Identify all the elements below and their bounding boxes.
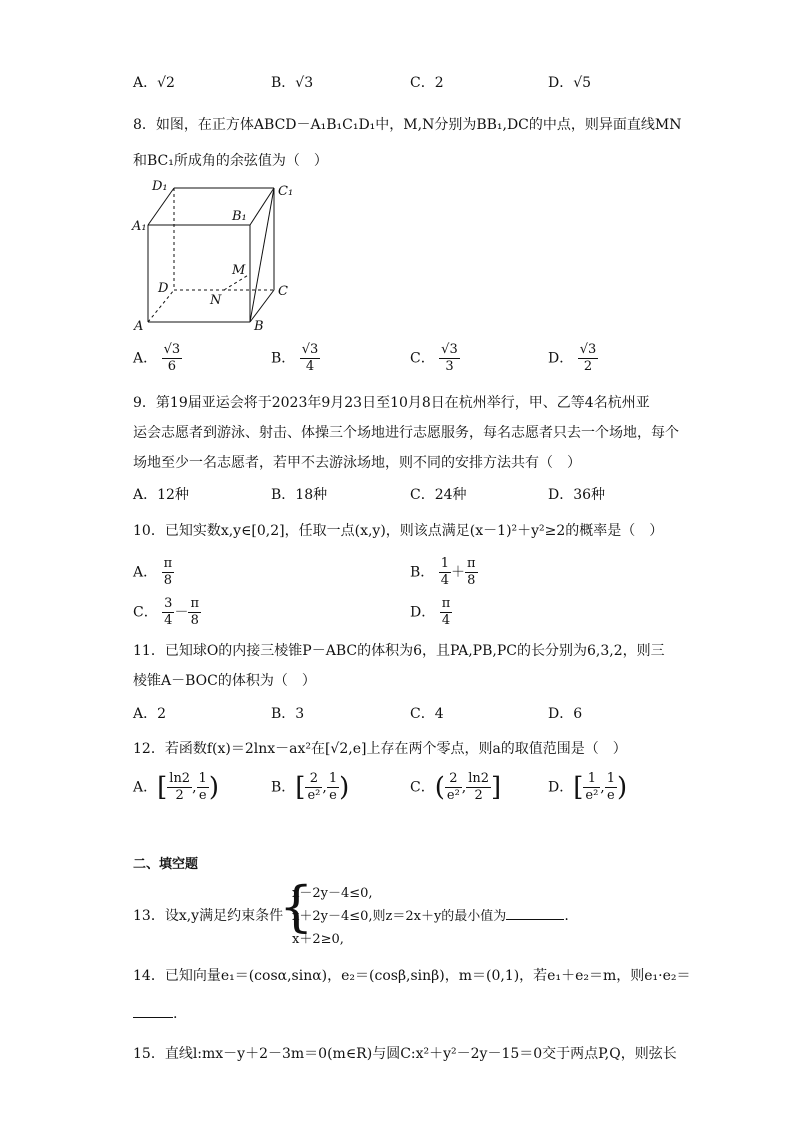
fraction-numerator: π — [163, 556, 173, 571]
q12-option-b-letter: B． — [271, 779, 296, 796]
fraction-numerator: ln2 — [468, 771, 490, 786]
bracket-left: [ — [573, 772, 584, 803]
fraction-numerator: √3 — [301, 342, 319, 357]
q10-option-c — [133, 596, 201, 629]
q13-constraint-2 — [292, 905, 569, 924]
q9-option-a: A．12种 — [133, 487, 189, 503]
fraction-denominator: e — [607, 788, 615, 803]
fraction — [583, 771, 600, 804]
q7-option-c: C．2 — [410, 75, 444, 91]
bracket-left: [ — [157, 772, 168, 803]
q8-option-a-letter: A． — [133, 350, 158, 367]
q10-option-c-letter: C． — [133, 604, 158, 621]
q7-option-a-letter: A． — [133, 75, 158, 91]
bracket-right: ] — [491, 772, 502, 803]
cube-figure — [128, 178, 298, 338]
q8-option-a — [133, 342, 182, 375]
fraction-numerator: π — [441, 596, 451, 611]
bracket-left: ( — [434, 772, 445, 803]
q9-option-c: C．24种 — [410, 487, 467, 503]
system-brace: { — [279, 875, 314, 938]
fraction-denominator: 2 — [175, 788, 184, 803]
fraction — [188, 596, 201, 629]
bracket-right: ) — [617, 772, 628, 803]
q11-stem-line1: 11．已知球O的内接三棱锥P－ABC的体积为6，且PA,PB,PC的长分别为6,3,2，则三 — [133, 643, 665, 659]
label-m: M — [232, 263, 246, 278]
q9-option-d: D．36种 — [548, 487, 606, 503]
q7-option-d-letter: D． — [548, 75, 574, 91]
fraction — [440, 596, 453, 629]
fraction-denominator: 4 — [441, 613, 451, 628]
q10-option-d-letter: D． — [410, 604, 436, 621]
q8-option-d-letter: D． — [548, 350, 574, 367]
label-b1: B₁ — [232, 209, 247, 224]
q14-answer-blank — [133, 1003, 173, 1018]
q7-option-a-value: √2 — [157, 75, 175, 91]
label-c1: C₁ — [278, 184, 294, 199]
q7-option-b — [271, 72, 313, 92]
q8-option-c — [410, 342, 460, 375]
fraction-numerator: π — [467, 556, 476, 571]
fraction — [305, 771, 322, 804]
q14-stem: 14．已知向量e₁＝(cosα,sinα)，e₂＝(cosβ,sinβ)，m＝(0,1)，若e₁＋e₂＝m，则e₁·e₂＝ — [133, 968, 691, 984]
fraction-denominator: e² — [446, 788, 460, 803]
fraction — [162, 596, 174, 629]
fraction-denominator: e² — [307, 788, 321, 803]
q12-option-d-letter: D． — [548, 779, 574, 796]
q12-option-c: C．( $\frac{2}{\text{e²}}$ , $\frac{\ln 2}{2}$ ] — [410, 771, 502, 803]
fraction — [439, 556, 451, 589]
operator: ＋ — [451, 564, 466, 581]
q14-period: . — [173, 1006, 178, 1022]
fraction-denominator: 4 — [440, 573, 450, 588]
q8-option-c-fraction — [439, 342, 460, 375]
fraction-numerator: 2 — [445, 771, 462, 788]
q12-option-b: B．[ $\frac{2}{\text{e²}}$ , $\frac{1}{e}$ ) — [271, 771, 350, 803]
q8-option-d-fraction — [578, 342, 599, 375]
label-d: D — [158, 281, 169, 296]
edge-b-c — [250, 290, 274, 322]
q7-option-d-value: √5 — [573, 75, 592, 91]
q9-stem-line2: 运会志愿者到游泳、射击、体操三个场地进行志愿服务，每名志愿者只去一个场地，每个 — [133, 425, 679, 441]
fraction-denominator: e² — [585, 788, 599, 803]
fraction — [605, 771, 617, 804]
fraction-numerator: 1 — [198, 771, 207, 786]
q13-period: . — [564, 908, 569, 924]
fraction-numerator: 3 — [164, 596, 173, 611]
q13-constraint-1: x－2y－4≤0, — [292, 886, 373, 901]
q9-option-b: B．18种 — [271, 487, 328, 503]
q13-constraint-2-text: x＋2y－4≤0,则z＝2x＋y的最小值为 — [292, 909, 507, 924]
label-d1: D₁ — [152, 179, 168, 194]
label-n: N — [210, 293, 222, 308]
q8-option-b-letter: B． — [271, 350, 296, 367]
fraction — [162, 556, 175, 589]
q7-option-b-value: √3 — [295, 75, 314, 91]
q10-stem: 10．已知实数x,y∈[0,2]，任取一点(x,y)，则该点满足(x－1)²＋y²≥2的概率是（ ） — [133, 523, 664, 539]
q13-constraint-3: x＋2≥0, — [292, 932, 344, 947]
q11-option-d: D．6 — [548, 706, 583, 722]
bracket-right: ) — [339, 772, 350, 803]
q8-option-d — [548, 342, 598, 375]
section-heading: 二、填空题 — [133, 857, 199, 872]
fraction — [445, 771, 462, 804]
q8-option-b — [271, 342, 320, 375]
q15-stem: 15．直线l:mx－y＋2－3m＝0(m∈R)与圆C:x²＋y²－2y－15＝0交于两点P,Q，则弦长 — [133, 1046, 677, 1062]
fraction-denominator: 8 — [163, 573, 172, 588]
q12-option-a-letter: A． — [133, 779, 158, 796]
fraction-numerator: ln2 — [169, 771, 191, 786]
fraction — [167, 771, 192, 804]
fraction-numerator: √3 — [579, 342, 597, 357]
fraction-denominator: 4 — [164, 613, 173, 628]
fraction-numerator: 1 — [440, 556, 450, 571]
fraction-numerator: √3 — [163, 342, 181, 357]
q10-option-d — [410, 596, 452, 629]
q11-option-b: B．3 — [271, 706, 305, 722]
q12-stem: 12．若函数f(x)＝2lnx－ax²在[√2,e]上存在两个零点，则a的取值范围是（ ） — [133, 741, 627, 757]
label-b: B — [254, 319, 264, 334]
q9-stem-line3: 场地至少一名志愿者，若甲不去游泳场地，则不同的安排方法共有（ ） — [133, 455, 581, 471]
fraction-denominator: 8 — [190, 613, 199, 628]
bracket-right: ) — [208, 772, 219, 803]
q10-option-a-letter: A． — [133, 564, 158, 581]
q7-option-d — [548, 72, 591, 92]
fraction — [327, 771, 339, 804]
label-c: C — [278, 284, 288, 299]
fraction-numerator: 2 — [305, 771, 322, 788]
fraction-numerator: 1 — [583, 771, 600, 788]
segment-bc1 — [250, 188, 274, 322]
q11-stem-line2: 棱锥A－BOC的体积为（ ） — [133, 673, 316, 689]
fraction-numerator: √3 — [441, 342, 458, 357]
fraction-numerator: 1 — [606, 771, 616, 786]
fraction-numerator: 1 — [328, 771, 338, 786]
q8-option-b-fraction — [300, 342, 321, 375]
operator: － — [174, 604, 189, 621]
q7-option-a — [133, 72, 175, 92]
fraction-numerator: π — [190, 596, 199, 611]
q13-prefix: 13．设x,y满足约束条件 — [133, 908, 284, 924]
q10-option-b — [410, 556, 478, 589]
q12-option-d: D．[ $\frac{1}{\text{e²}}$ , $\frac{1}{e}$ ) — [548, 771, 628, 803]
fraction — [465, 556, 478, 589]
fraction-denominator: e — [329, 788, 337, 803]
q8-stem-line1: 8．如图，在正方体ABCD－A₁B₁C₁D₁中，M,N分别为BB₁,DC的中点，则异面直线MN — [133, 117, 682, 133]
fraction-denominator: 2 — [583, 359, 593, 374]
q11-option-c: C．4 — [410, 706, 444, 722]
q12-option-a: A．[ $\frac{\ln 2}{2}$ , $\frac{1}{e}$ ) — [133, 771, 219, 803]
fraction-denominator: e — [198, 788, 207, 803]
q11-option-a: A．2 — [133, 706, 167, 722]
fraction-denominator: 2 — [474, 788, 483, 803]
label-a: A — [134, 319, 144, 334]
q10-option-a — [133, 556, 174, 589]
q8-stem-line2: 和BC₁所成角的余弦值为（ ） — [133, 153, 328, 169]
q12-option-c-letter: C． — [410, 779, 435, 796]
fraction-denominator: 8 — [467, 573, 476, 588]
fraction — [466, 771, 491, 804]
q13-answer-blank — [506, 919, 564, 920]
q10-option-b-letter: B． — [410, 564, 435, 581]
fraction-denominator: 3 — [445, 359, 454, 374]
bracket-left: [ — [295, 772, 306, 803]
fraction-denominator: 6 — [167, 359, 176, 374]
fraction — [197, 771, 209, 804]
q7-option-b-letter: B． — [271, 75, 296, 91]
q8-option-c-letter: C． — [410, 350, 435, 367]
q14-answer-line — [133, 1003, 177, 1022]
q9-stem-line1: 9．第19届亚运会将于2023年9月23日至10月8日在杭州举行，甲、乙等4名杭州亚 — [133, 395, 650, 411]
label-a1: A₁ — [132, 219, 147, 234]
q8-option-a-fraction — [162, 342, 183, 375]
fraction-denominator: 4 — [305, 359, 315, 374]
